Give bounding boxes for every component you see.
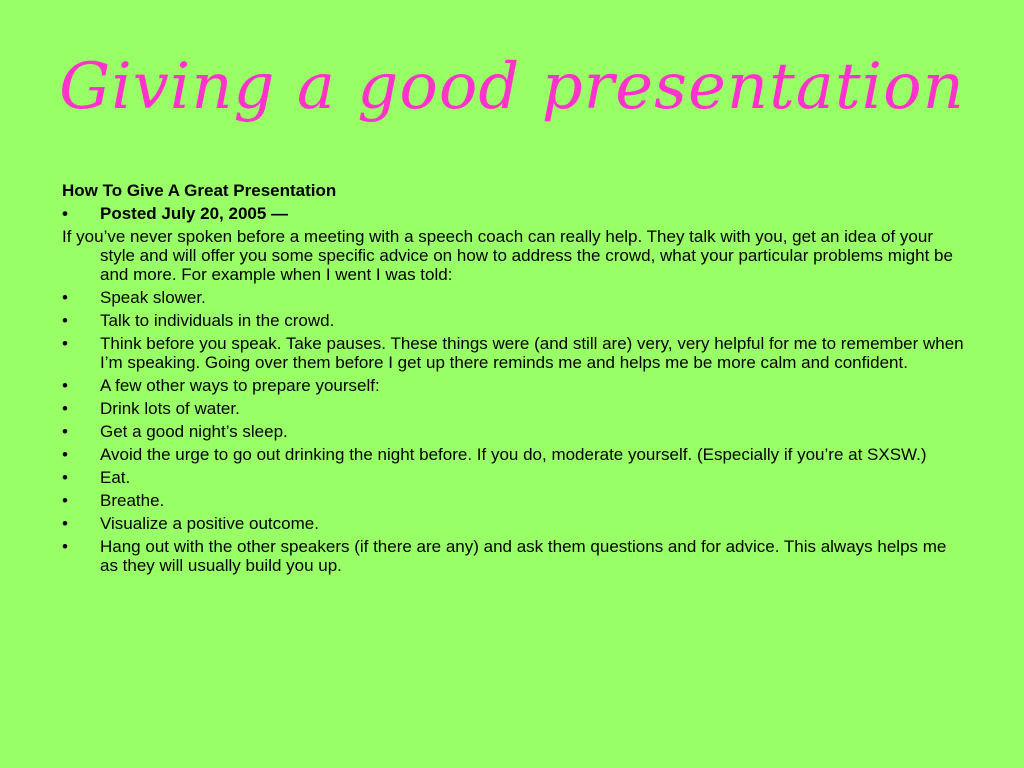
bullet-icon: • (62, 334, 68, 353)
list-item (62, 311, 967, 330)
list-item-text: Speak slower. (100, 288, 206, 307)
list-item-text: Drink lots of water. (100, 399, 240, 418)
list-item-text: Get a good night’s sleep. (100, 422, 288, 441)
list-item (62, 399, 967, 418)
bullet-icon: • (62, 514, 68, 533)
bullet-icon: • (62, 491, 68, 510)
list-item-text: Think before you speak. Take pauses. These things were (and still are) very, very helpful for me to remember when I’m speaking. Going over them before I get up there reminds me and helps me be more calm and confident. (100, 334, 964, 372)
bullet-icon: • (62, 422, 68, 441)
list-item (62, 491, 967, 510)
bullet-icon: • (62, 204, 68, 223)
list-item (62, 376, 967, 395)
list-item-text: Avoid the urge to go out drinking the night before. If you do, moderate yourself. (Especially if you’re at SXSW.) (100, 445, 927, 464)
list-item-text: Eat. (100, 468, 131, 487)
list-item (62, 514, 967, 533)
list-item (62, 422, 967, 441)
bullet-icon: • (62, 468, 68, 487)
list-item-text: Visualize a positive outcome. (100, 514, 319, 533)
intro-paragraph: If you’ve never spoken before a meeting with a speech coach can really help. They talk with you, get an idea of your style and will offer you some specific advice on how to address the crowd, what your particular problems might be and more. For example when I went I was told: (62, 227, 953, 284)
slide-title: Giving a good presentation (59, 50, 965, 124)
bullet-icon: • (62, 288, 68, 307)
posted-date-item (62, 204, 967, 223)
posted-date: Posted July 20, 2005 — (100, 204, 289, 223)
list-item (62, 288, 967, 307)
list-item (62, 445, 967, 464)
bullet-icon: • (62, 311, 68, 330)
list-item (62, 468, 967, 487)
list-item-text: Breathe. (100, 491, 165, 510)
article-heading: How To Give A Great Presentation (62, 181, 337, 200)
list-item (62, 537, 967, 575)
list-item-text: A few other ways to prepare yourself: (100, 376, 380, 395)
list-item-text: Talk to individuals in the crowd. (100, 311, 335, 330)
list-item (62, 334, 967, 372)
slide-body (62, 181, 967, 579)
list-item-text: Hang out with the other speakers (if there are any) and ask them questions and for advice. This always helps me as they will usually build you up. (100, 537, 947, 575)
bullet-icon: • (62, 537, 68, 556)
bullet-icon: • (62, 376, 68, 395)
bullet-icon: • (62, 399, 68, 418)
bullet-icon: • (62, 445, 68, 464)
